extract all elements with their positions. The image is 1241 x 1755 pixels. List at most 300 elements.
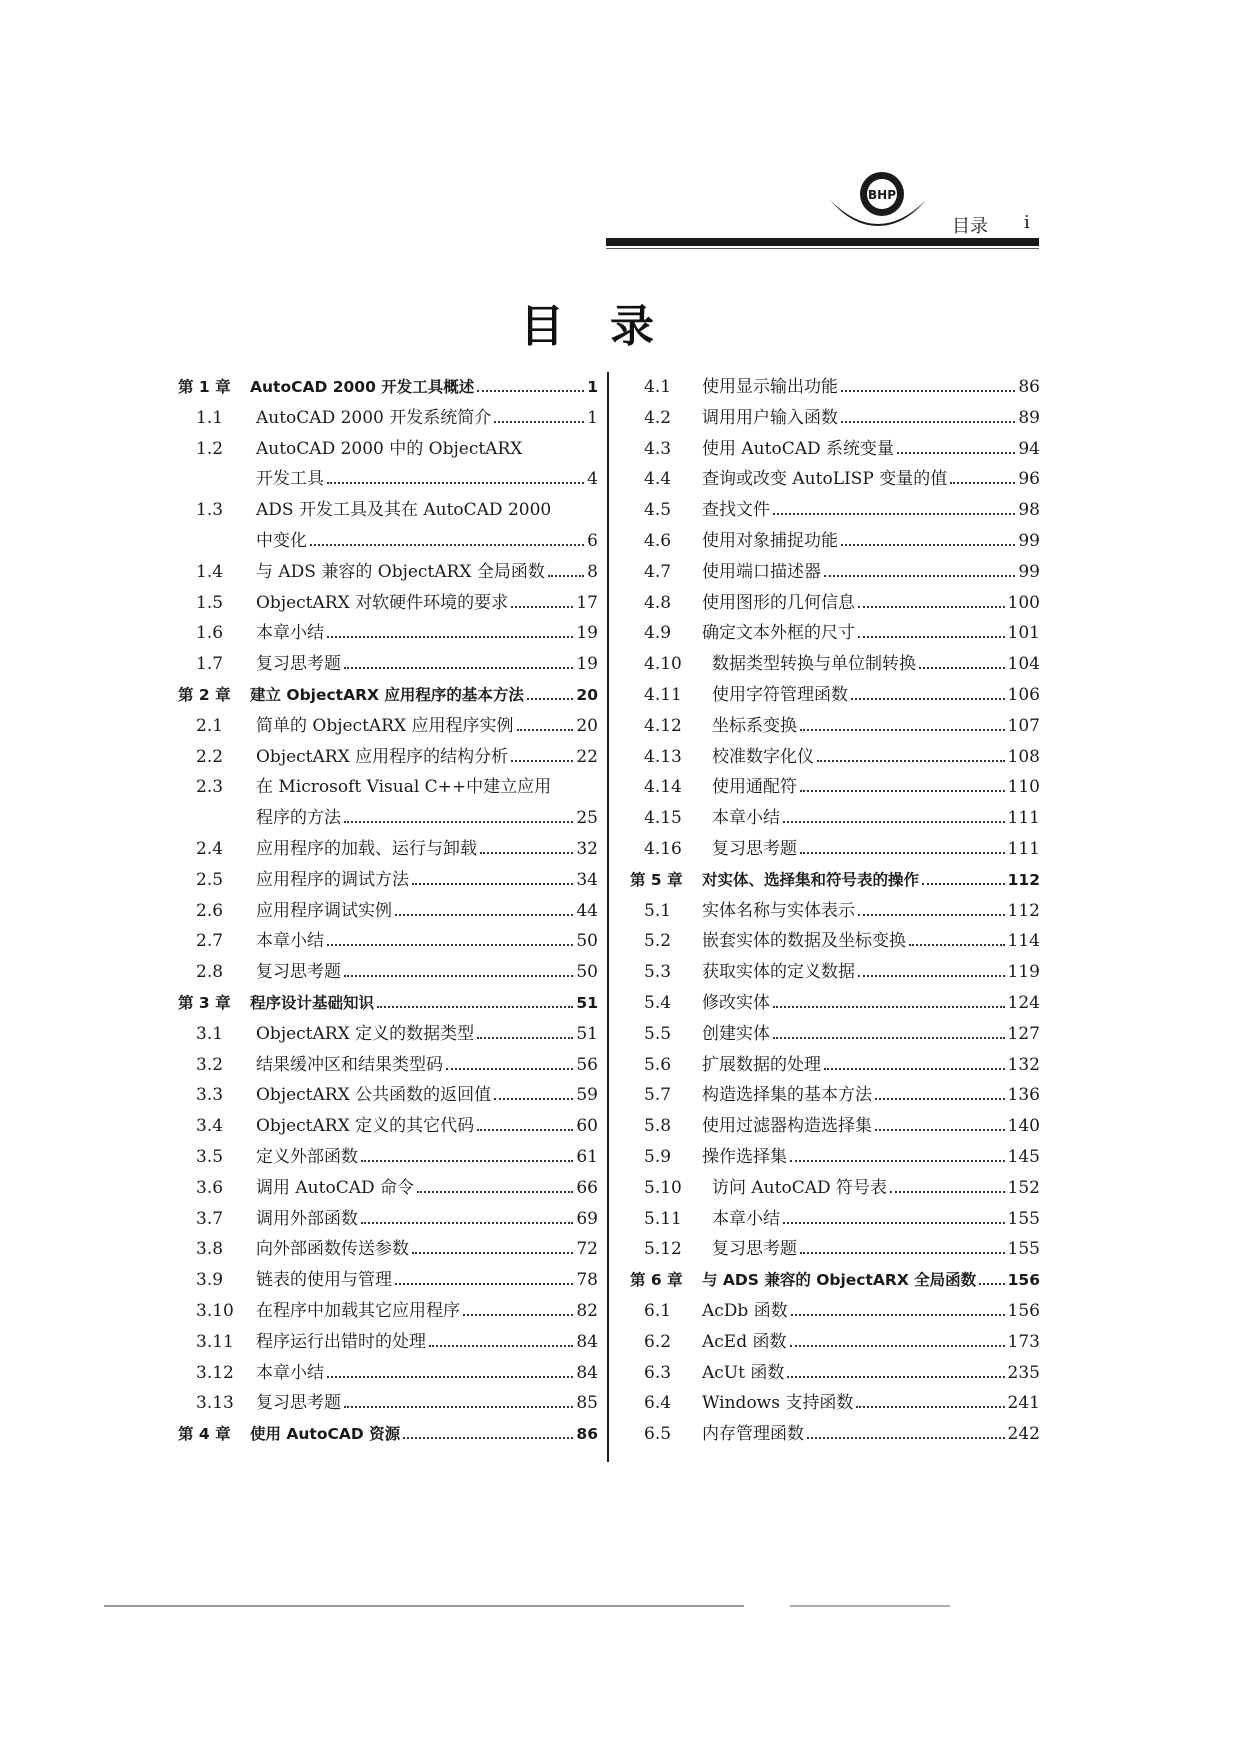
entry-page: 1 bbox=[587, 408, 598, 428]
dot-leader bbox=[477, 1129, 573, 1131]
toc-section-entry[interactable] bbox=[630, 496, 1040, 524]
toc-section-entry[interactable] bbox=[630, 712, 1040, 740]
toc-section-entry[interactable] bbox=[630, 1112, 1040, 1140]
toc-chapter-entry[interactable] bbox=[178, 373, 598, 401]
entry-number: 5.2 bbox=[644, 931, 672, 951]
toc-section-entry[interactable] bbox=[630, 527, 1040, 555]
entry-title: ObjectARX 应用程序的结构分析 bbox=[256, 747, 509, 767]
entry-title: 调用用户输入函数 bbox=[702, 408, 838, 428]
entry-title: 向外部函数传送参数 bbox=[256, 1239, 409, 1259]
toc-section-entry[interactable] bbox=[630, 1143, 1040, 1171]
entry-page: 32 bbox=[576, 839, 598, 859]
entry-page: 156 bbox=[1007, 1301, 1040, 1321]
toc-section-entry[interactable] bbox=[630, 927, 1040, 955]
entry-title: 使用字符管理函数 bbox=[712, 685, 848, 705]
dot-leader bbox=[327, 944, 573, 946]
toc-section-entry[interactable] bbox=[630, 1174, 1040, 1202]
entry-number: 5.6 bbox=[644, 1055, 672, 1075]
entry-page: 108 bbox=[1007, 747, 1040, 767]
dot-leader bbox=[800, 1252, 1005, 1254]
dot-leader bbox=[875, 1129, 1005, 1131]
entry-page: 242 bbox=[1007, 1424, 1040, 1444]
entry-title: 获取实体的定义数据 bbox=[702, 962, 855, 982]
dot-leader bbox=[773, 1037, 1005, 1039]
dot-leader bbox=[841, 544, 1015, 546]
dot-leader bbox=[791, 1314, 1005, 1316]
entry-page: 78 bbox=[576, 1270, 598, 1290]
entry-number: 2.4 bbox=[196, 839, 224, 859]
entry-title: 构造选择集的基本方法 bbox=[702, 1085, 872, 1105]
entry-number: 6.4 bbox=[644, 1393, 672, 1413]
toc-section-entry[interactable] bbox=[630, 804, 1040, 832]
dot-leader bbox=[511, 606, 573, 608]
dot-leader bbox=[800, 852, 1005, 854]
entry-number: 1.7 bbox=[196, 654, 224, 674]
entry-title: AcUt 函数 bbox=[702, 1363, 785, 1383]
entry-number: 3.3 bbox=[196, 1085, 224, 1105]
dot-leader bbox=[841, 421, 1015, 423]
entry-page: 44 bbox=[576, 901, 598, 921]
entry-title: 复习思考题 bbox=[256, 654, 341, 674]
entry-title: 复习思考题 bbox=[712, 1239, 797, 1259]
entry-page: 145 bbox=[1007, 1147, 1040, 1167]
toc-section-entry[interactable] bbox=[630, 1205, 1040, 1233]
entry-page: 59 bbox=[576, 1085, 598, 1105]
logo-text: BHP bbox=[868, 188, 896, 202]
dot-leader bbox=[783, 821, 1005, 823]
entry-number: 5.9 bbox=[644, 1147, 672, 1167]
entry-title: AcEd 函数 bbox=[702, 1332, 787, 1352]
entry-title: 应用程序的加载、运行与卸载 bbox=[256, 839, 477, 859]
entry-title: 与 ADS 兼容的 ObjectARX 全局函数 bbox=[256, 562, 545, 582]
entry-number: 5.5 bbox=[644, 1024, 672, 1044]
entry-page: 119 bbox=[1007, 962, 1040, 982]
toc-section-entry[interactable] bbox=[178, 404, 598, 432]
toc-section-entry[interactable] bbox=[178, 743, 598, 771]
toc-section-entry[interactable] bbox=[630, 1081, 1040, 1109]
dot-leader bbox=[817, 760, 1005, 762]
toc-section-entry[interactable] bbox=[630, 373, 1040, 401]
toc-chapter-entry[interactable] bbox=[630, 866, 1040, 894]
entry-number: 1.4 bbox=[196, 562, 224, 582]
entry-number: 4.13 bbox=[644, 747, 682, 767]
toc-section-entry[interactable] bbox=[630, 558, 1040, 586]
entry-number: 1.5 bbox=[196, 593, 224, 613]
entry-title: 校准数字化仪 bbox=[712, 747, 814, 767]
entry-number: 4.7 bbox=[644, 562, 672, 582]
dot-leader bbox=[412, 883, 573, 885]
dot-leader bbox=[875, 1098, 1005, 1100]
toc-chapter-entry[interactable] bbox=[178, 681, 598, 709]
entry-number: 3.10 bbox=[196, 1301, 234, 1321]
entry-title: 访问 AutoCAD 符号表 bbox=[712, 1178, 888, 1198]
entry-number: 5.8 bbox=[644, 1116, 672, 1136]
entry-page: 124 bbox=[1007, 993, 1040, 1013]
entry-page: 86 bbox=[1018, 377, 1040, 397]
toc-section-entry[interactable] bbox=[178, 1020, 598, 1048]
entry-title: 创建实体 bbox=[702, 1024, 770, 1044]
entry-number: 4.3 bbox=[644, 439, 672, 459]
toc-chapter-entry[interactable] bbox=[630, 1266, 1040, 1294]
entry-page: 84 bbox=[576, 1332, 598, 1352]
entry-title: 对实体、选择集和符号表的操作 bbox=[702, 871, 920, 889]
dot-leader bbox=[800, 790, 1005, 792]
entry-page: 100 bbox=[1007, 593, 1040, 613]
entry-title: ObjectARX 对软硬件环境的要求 bbox=[256, 593, 509, 613]
entry-title: 链表的使用与管理 bbox=[256, 1270, 392, 1290]
toc-section-entry[interactable] bbox=[630, 589, 1040, 617]
entry-number: 6.1 bbox=[644, 1301, 672, 1321]
entry-number: 1.6 bbox=[196, 623, 224, 643]
toc-section-entry[interactable] bbox=[178, 650, 598, 678]
entry-title: 使用图形的几何信息 bbox=[702, 593, 855, 613]
entry-page: 94 bbox=[1018, 439, 1040, 459]
entry-number: 2.1 bbox=[196, 716, 224, 736]
entry-title: AutoCAD 2000 中的 ObjectARX bbox=[256, 439, 523, 459]
entry-title: 在 Microsoft Visual C++中建立应用 bbox=[256, 777, 552, 797]
dot-leader bbox=[824, 1068, 1005, 1070]
toc-section-entry[interactable] bbox=[630, 619, 1040, 647]
entry-title: 查找文件 bbox=[702, 500, 770, 520]
entry-title: 修改实体 bbox=[702, 993, 770, 1013]
entry-page: 155 bbox=[1007, 1209, 1040, 1229]
entry-title: 本章小结 bbox=[712, 1209, 780, 1229]
toc-section-entry[interactable] bbox=[178, 619, 598, 647]
entry-page: 112 bbox=[1007, 901, 1040, 921]
entry-number: 1.3 bbox=[196, 500, 224, 520]
dot-leader bbox=[361, 1222, 573, 1224]
toc-section-entry[interactable] bbox=[630, 773, 1040, 801]
entry-number: 3.2 bbox=[196, 1055, 224, 1075]
entry-number: 4.9 bbox=[644, 623, 672, 643]
toc-chapter-entry[interactable] bbox=[178, 1420, 598, 1448]
toc-section-entry[interactable] bbox=[630, 1359, 1040, 1387]
entry-number: 3.1 bbox=[196, 1024, 224, 1044]
dot-leader bbox=[790, 1160, 1005, 1162]
toc-section-entry[interactable] bbox=[178, 1112, 598, 1140]
entry-number: 第 3 章 bbox=[178, 994, 231, 1012]
dot-leader bbox=[395, 914, 573, 916]
toc-section-entry[interactable] bbox=[178, 1174, 598, 1202]
entry-title: 调用外部函数 bbox=[256, 1209, 358, 1229]
entry-number: 3.7 bbox=[196, 1209, 224, 1229]
dot-leader bbox=[511, 760, 573, 762]
entry-page: 152 bbox=[1007, 1178, 1040, 1198]
dot-leader bbox=[773, 513, 1015, 515]
entry-number: 6.2 bbox=[644, 1332, 672, 1352]
dot-leader bbox=[858, 636, 1005, 638]
entry-number: 2.7 bbox=[196, 931, 224, 951]
entry-title: AcDb 函数 bbox=[702, 1301, 788, 1321]
entry-number: 2.8 bbox=[196, 962, 224, 982]
dot-leader bbox=[417, 1191, 573, 1193]
entry-title: 查询或改变 AutoLISP 变量的值 bbox=[702, 469, 948, 489]
toc-section-entry[interactable] bbox=[630, 1020, 1040, 1048]
entry-number: 2.5 bbox=[196, 870, 224, 890]
entry-title: 使用通配符 bbox=[712, 777, 797, 797]
dot-leader bbox=[494, 421, 584, 423]
entry-number: 1.2 bbox=[196, 439, 224, 459]
toc-section-entry[interactable] bbox=[630, 897, 1040, 925]
entry-number: 6.5 bbox=[644, 1424, 672, 1444]
entry-title: 中变化 bbox=[256, 531, 307, 551]
entry-number: 第 1 章 bbox=[178, 378, 231, 396]
dot-leader bbox=[851, 698, 1005, 700]
toc-chapter-entry[interactable] bbox=[178, 989, 598, 1017]
toc-section-entry[interactable] bbox=[630, 1420, 1040, 1448]
entry-number: 5.3 bbox=[644, 962, 672, 982]
entry-page: 99 bbox=[1018, 562, 1040, 582]
toc-section-entry[interactable] bbox=[630, 1051, 1040, 1079]
entry-title: 程序设计基础知识 bbox=[250, 994, 375, 1012]
entry-title: 操作选择集 bbox=[702, 1147, 787, 1167]
toc-section-entry[interactable] bbox=[178, 1205, 598, 1233]
entry-page: 111 bbox=[1007, 808, 1040, 828]
entry-number: 4.6 bbox=[644, 531, 672, 551]
dot-leader bbox=[897, 452, 1015, 454]
entry-number: 3.8 bbox=[196, 1239, 224, 1259]
entry-number: 3.6 bbox=[196, 1178, 224, 1198]
entry-title: 本章小结 bbox=[256, 623, 324, 643]
entry-title: 使用 AutoCAD 系统变量 bbox=[702, 439, 895, 459]
toc-section-entry[interactable] bbox=[178, 773, 598, 801]
dot-leader bbox=[494, 1098, 573, 1100]
entry-page: 106 bbox=[1007, 685, 1040, 705]
entry-page: 241 bbox=[1007, 1393, 1040, 1413]
entry-page: 85 bbox=[576, 1393, 598, 1413]
dot-leader bbox=[856, 1406, 1004, 1408]
entry-number: 3.5 bbox=[196, 1147, 224, 1167]
toc-section-entry[interactable] bbox=[178, 1389, 598, 1417]
entry-title: 使用显示输出功能 bbox=[702, 377, 838, 397]
entry-page: 110 bbox=[1007, 777, 1040, 797]
dot-leader bbox=[548, 575, 584, 577]
entry-number: 5.1 bbox=[644, 901, 672, 921]
entry-page: 136 bbox=[1007, 1085, 1040, 1105]
entry-title: 使用过滤器构造选择集 bbox=[702, 1116, 872, 1136]
entry-title: 简单的 ObjectARX 应用程序实例 bbox=[256, 716, 514, 736]
dot-leader bbox=[922, 883, 1005, 885]
dot-leader bbox=[310, 544, 584, 546]
toc-section-entry[interactable] bbox=[178, 496, 598, 524]
entry-title: 嵌套实体的数据及坐标变换 bbox=[702, 931, 906, 951]
dot-leader bbox=[377, 1006, 573, 1008]
dot-leader bbox=[858, 914, 1005, 916]
entry-number: 5.11 bbox=[644, 1209, 682, 1229]
entry-page: 155 bbox=[1007, 1239, 1040, 1259]
dot-leader bbox=[327, 482, 584, 484]
toc-section-entry[interactable] bbox=[178, 1235, 598, 1263]
entry-title: 扩展数据的处理 bbox=[702, 1055, 821, 1075]
entry-page: 140 bbox=[1007, 1116, 1040, 1136]
header-rule-thin bbox=[606, 248, 1039, 249]
toc-section-entry[interactable] bbox=[630, 1328, 1040, 1356]
toc-section-entry[interactable] bbox=[630, 650, 1040, 678]
entry-page: 107 bbox=[1007, 716, 1040, 736]
entry-page: 132 bbox=[1007, 1055, 1040, 1075]
toc-section-entry[interactable] bbox=[178, 527, 598, 555]
entry-page: 60 bbox=[576, 1116, 598, 1136]
dot-leader bbox=[807, 1437, 1005, 1439]
entry-title: 在程序中加载其它应用程序 bbox=[256, 1301, 460, 1321]
entry-page: 96 bbox=[1018, 469, 1040, 489]
entry-page: 104 bbox=[1007, 654, 1040, 674]
toc-section-entry[interactable] bbox=[178, 1297, 598, 1325]
dot-leader bbox=[344, 821, 573, 823]
entry-page: 51 bbox=[576, 1024, 598, 1044]
toc-section-entry[interactable] bbox=[630, 465, 1040, 493]
entry-title: 结果缓冲区和结果类型码 bbox=[256, 1055, 443, 1075]
entry-number: 5.7 bbox=[644, 1085, 672, 1105]
entry-number: 3.11 bbox=[196, 1332, 234, 1352]
entry-title: Windows 支持函数 bbox=[702, 1393, 854, 1413]
toc-section-entry[interactable] bbox=[630, 681, 1040, 709]
entry-title: 实体名称与实体表示 bbox=[702, 901, 855, 921]
entry-title: 与 ADS 兼容的 ObjectARX 全局函数 bbox=[702, 1271, 977, 1289]
toc-section-entry[interactable] bbox=[630, 1389, 1040, 1417]
dot-leader bbox=[344, 1406, 573, 1408]
entry-page: 112 bbox=[1007, 871, 1040, 889]
entry-number: 第 6 章 bbox=[630, 1271, 683, 1289]
entry-page: 72 bbox=[576, 1239, 598, 1259]
dot-leader bbox=[327, 636, 573, 638]
toc-section-entry[interactable] bbox=[630, 989, 1040, 1017]
toc-section-entry[interactable] bbox=[630, 743, 1040, 771]
dot-leader bbox=[773, 1006, 1005, 1008]
entry-number: 4.10 bbox=[644, 654, 682, 674]
entry-title: ADS 开发工具及其在 AutoCAD 2000 bbox=[256, 500, 552, 520]
entry-page: 34 bbox=[576, 870, 598, 890]
entry-page: 20 bbox=[576, 686, 598, 704]
entry-title: ObjectARX 公共函数的返回值 bbox=[256, 1085, 492, 1105]
dot-leader bbox=[344, 975, 573, 977]
dot-leader bbox=[517, 729, 574, 731]
entry-page: 173 bbox=[1007, 1332, 1040, 1352]
entry-title: 应用程序的调试方法 bbox=[256, 870, 409, 890]
entry-page: 50 bbox=[576, 962, 598, 982]
dot-leader bbox=[919, 667, 1005, 669]
dot-leader bbox=[979, 1283, 1004, 1285]
toc-section-entry[interactable] bbox=[178, 1143, 598, 1171]
entry-page: 8 bbox=[587, 562, 598, 582]
toc-section-entry[interactable] bbox=[178, 1266, 598, 1294]
running-header-label: 目录 bbox=[952, 216, 988, 237]
entry-page: 235 bbox=[1007, 1363, 1040, 1383]
entry-page: 101 bbox=[1007, 623, 1040, 643]
entry-title: 使用对象捕捉功能 bbox=[702, 531, 838, 551]
toc-section-entry[interactable] bbox=[630, 1297, 1040, 1325]
dot-leader bbox=[800, 729, 1005, 731]
dot-leader bbox=[527, 698, 574, 700]
toc-section-entry[interactable] bbox=[178, 958, 598, 986]
toc-section-entry[interactable] bbox=[178, 1328, 598, 1356]
dot-leader bbox=[344, 667, 573, 669]
entry-number: 3.12 bbox=[196, 1363, 234, 1383]
dot-leader bbox=[361, 1160, 573, 1162]
entry-title: 调用 AutoCAD 命令 bbox=[256, 1178, 415, 1198]
toc-section-entry[interactable] bbox=[630, 958, 1040, 986]
entry-number: 2.6 bbox=[196, 901, 224, 921]
entry-title: 使用端口描述器 bbox=[702, 562, 821, 582]
entry-number: 3.13 bbox=[196, 1393, 234, 1413]
toc-section-entry[interactable] bbox=[178, 927, 598, 955]
entry-page: 127 bbox=[1007, 1024, 1040, 1044]
entry-number: 1.1 bbox=[196, 408, 224, 428]
entry-page: 66 bbox=[576, 1178, 598, 1198]
toc-section-entry[interactable] bbox=[630, 435, 1040, 463]
dot-leader bbox=[824, 575, 1015, 577]
toc-section-entry[interactable] bbox=[178, 835, 598, 863]
toc-section-entry[interactable] bbox=[178, 1081, 598, 1109]
entry-page: 99 bbox=[1018, 531, 1040, 551]
entry-title: AutoCAD 2000 开发系统简介 bbox=[256, 408, 492, 428]
bottom-rule-short bbox=[790, 1605, 950, 1607]
entry-number: 4.15 bbox=[644, 808, 682, 828]
dot-leader bbox=[412, 1252, 573, 1254]
toc-section-entry[interactable] bbox=[178, 897, 598, 925]
entry-title: 复习思考题 bbox=[256, 1393, 341, 1413]
entry-title: 本章小结 bbox=[256, 1363, 324, 1383]
toc-section-entry[interactable] bbox=[178, 589, 598, 617]
dot-leader bbox=[327, 1376, 573, 1378]
entry-title: 应用程序调试实例 bbox=[256, 901, 392, 921]
entry-number: 6.3 bbox=[644, 1363, 672, 1383]
entry-page: 98 bbox=[1018, 500, 1040, 520]
toc-section-entry[interactable] bbox=[630, 1235, 1040, 1263]
entry-page: 61 bbox=[576, 1147, 598, 1167]
toc-section-entry[interactable] bbox=[178, 866, 598, 894]
entry-title: 使用 AutoCAD 资源 bbox=[250, 1425, 401, 1443]
dot-leader bbox=[841, 390, 1015, 392]
entry-number: 2.3 bbox=[196, 777, 224, 797]
page-number: i bbox=[1024, 212, 1030, 233]
entry-title: 开发工具 bbox=[256, 469, 324, 489]
dot-leader bbox=[446, 1068, 573, 1070]
entry-page: 156 bbox=[1007, 1271, 1040, 1289]
entry-page: 114 bbox=[1007, 931, 1040, 951]
toc-section-entry[interactable] bbox=[630, 835, 1040, 863]
dot-leader bbox=[403, 1437, 573, 1439]
column-divider bbox=[607, 372, 609, 1462]
entry-title: 本章小结 bbox=[256, 931, 324, 951]
entry-title: 确定文本外框的尺寸 bbox=[702, 623, 855, 643]
entry-number: 2.2 bbox=[196, 747, 224, 767]
toc-section-entry[interactable] bbox=[178, 1359, 598, 1387]
entry-number: 4.11 bbox=[644, 685, 682, 705]
entry-page: 89 bbox=[1018, 408, 1040, 428]
bhp-logo bbox=[826, 170, 930, 242]
toc-section-entry[interactable] bbox=[178, 804, 598, 832]
dot-leader bbox=[429, 1345, 573, 1347]
toc-section-entry[interactable] bbox=[178, 1051, 598, 1079]
toc-section-entry[interactable] bbox=[178, 558, 598, 586]
entry-title: 定义外部函数 bbox=[256, 1147, 358, 1167]
toc-section-entry[interactable] bbox=[178, 465, 598, 493]
toc-section-entry[interactable] bbox=[178, 435, 598, 463]
entry-page: 50 bbox=[576, 931, 598, 951]
toc-section-entry[interactable] bbox=[630, 404, 1040, 432]
toc-section-entry[interactable] bbox=[178, 712, 598, 740]
entry-page: 69 bbox=[576, 1209, 598, 1229]
dot-leader bbox=[858, 606, 1005, 608]
entry-number: 4.14 bbox=[644, 777, 682, 797]
entry-page: 1 bbox=[587, 378, 598, 396]
entry-page: 20 bbox=[576, 716, 598, 736]
entry-number: 4.8 bbox=[644, 593, 672, 613]
entry-page: 111 bbox=[1007, 839, 1040, 859]
dot-leader bbox=[909, 944, 1005, 946]
entry-page: 56 bbox=[576, 1055, 598, 1075]
